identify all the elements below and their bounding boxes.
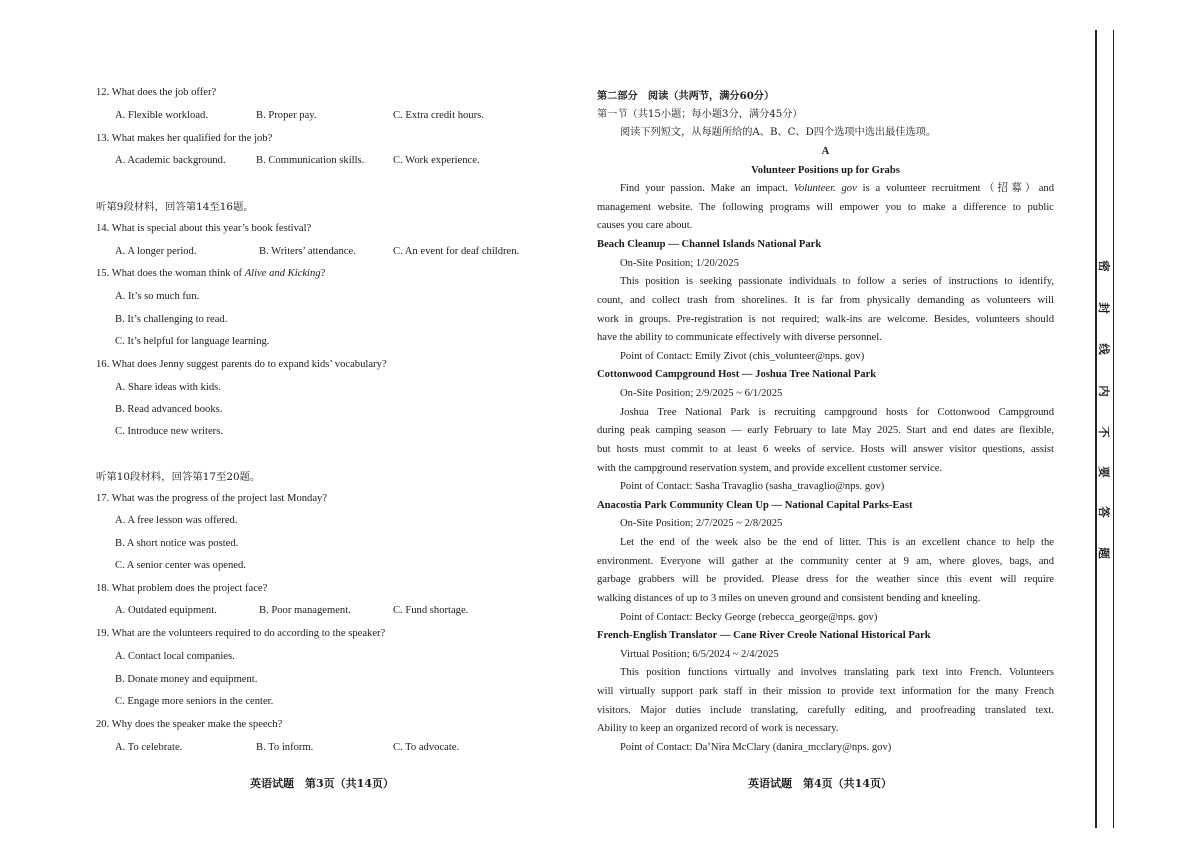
program-position: Virtual Position; 6/5/2024 ~ 2/4/2025	[620, 648, 779, 660]
program-description-line: Ability to keep an organized record of work is necessary.	[597, 723, 839, 735]
intro-text: is a volunteer recruitment（招募）and	[856, 183, 1054, 195]
option-18b: B. Poor management.	[259, 605, 351, 616]
question-15	[96, 265, 325, 283]
reading-section	[597, 87, 1054, 758]
question-12: 12. What does the job offer?	[96, 87, 217, 98]
option-17b: B. A short notice was posted.	[115, 538, 239, 549]
section-9-heading: 听第9段材料，回答第14至16题。	[96, 201, 254, 213]
option-16b: B. Read advanced books.	[115, 404, 223, 415]
program-description-line: but hosts must commit to at least 6 weeks of service. Hosts will answer visitor questions, assist	[597, 443, 1054, 455]
option-13c: C. Work experience.	[393, 155, 480, 166]
section-heading: 第一节（共15小题；每小题3分，满分45分）	[597, 108, 803, 120]
question-16: 16. What does Jenny suggest parents do to expand kids’ vocabulary?	[96, 359, 387, 370]
program-contact: Point of Contact: Da’Nira McClary (danira_mcclary@nps. gov)	[620, 741, 892, 753]
binding-char: 内	[1097, 385, 1111, 397]
question-15-text: 15. What does the woman think of	[96, 268, 245, 279]
option-15c: C. It’s helpful for language learning.	[115, 336, 270, 347]
program-description-line: will virtually support park staff in their mission to provide text information for the many French	[597, 686, 1054, 697]
option-12b: B. Proper pay.	[256, 110, 317, 121]
question-18: 18. What problem does the project face?	[96, 583, 268, 594]
program-description-line: during peak camping season — early February to late May 2025. Start and end dates are flexible,	[597, 425, 1054, 437]
question-14: 14. What is special about this year’s book festival?	[96, 223, 312, 234]
option-18a: A. Outdated equipment.	[115, 605, 217, 616]
binding-char: 要	[1097, 466, 1111, 478]
intro-line	[597, 180, 1054, 199]
option-20a: A. To celebrate.	[115, 742, 183, 753]
binding-line-thin	[1113, 30, 1114, 828]
option-13b: B. Communication skills.	[256, 155, 365, 166]
question-20: 20. Why does the speaker make the speech?	[96, 719, 283, 730]
program-description-line: work in groups. Pre-registration is not required; walk-ins are welcome. Besides, volunteers should	[597, 313, 1054, 325]
question-mark: ?	[320, 268, 326, 279]
option-15b: B. It’s challenging to read.	[115, 314, 228, 325]
option-14b: B. Writers’ attendance.	[259, 246, 356, 257]
question-17: 17. What was the progress of the project last Monday?	[96, 493, 328, 504]
program-position: On-Site Position; 2/9/2025 ~ 6/1/2025	[620, 388, 783, 399]
book-title: Alive and Kicking	[244, 268, 321, 279]
program-description-line: Joshua Tree National Park is recruiting campground hosts for Cottonwood Campground	[620, 406, 1054, 418]
intro-text: Find your passion. Make an impact.	[620, 183, 794, 195]
program-description-line: This position functions virtually and involves translating park text into French. Volunteers	[620, 667, 1054, 679]
footer-page-4: 英语试题 第4页（共14页）	[748, 777, 892, 790]
section-10-heading: 听第10段材料，回答第17至20题。	[96, 471, 261, 483]
binding-char: 封	[1097, 302, 1111, 314]
binding-char: 答	[1097, 506, 1111, 518]
intro-line: causes you care about.	[597, 220, 693, 232]
binding-char: 不	[1097, 426, 1111, 438]
footer-page-3: 英语试题 第3页（共14页）	[250, 777, 394, 790]
program-title: French-English Translator — Cane River Creole National Historical Park	[597, 630, 931, 642]
program-title: Beach Cleanup — Channel Islands National Park	[597, 239, 822, 250]
program-contact: Point of Contact: Becky George (rebecca_george@nps. gov)	[620, 611, 878, 623]
program-description-line: Let the end of the week also be the end of litter. This is an excellent chance to help the	[620, 537, 1054, 548]
binding-char: 线	[1097, 343, 1111, 355]
program-description-line: visitors. Major duties include translating, carefully editing, and proofreading translated text.	[597, 704, 1054, 716]
option-20b: B. To inform.	[256, 742, 314, 753]
program-description-line: count, and collect trash from shorelines. It is far from physically demanding as volunteers will	[597, 294, 1054, 306]
option-18c: C. Fund shortage.	[393, 605, 469, 616]
option-12c: C. Extra credit hours.	[393, 110, 484, 121]
option-19b: B. Donate money and equipment.	[115, 674, 258, 685]
option-20c: C. To advocate.	[393, 742, 460, 753]
option-17c: C. A senior center was opened.	[115, 560, 246, 571]
binding-char: 密	[1097, 260, 1111, 272]
instruction: 阅读下列短文，从每题所给的A、B、C、D四个选项中选出最佳选项。	[620, 127, 937, 139]
option-19c: C. Engage more seniors in the center.	[115, 696, 274, 707]
program-title: Cottonwood Campground Host — Joshua Tree National Park	[597, 369, 877, 381]
binding-char: 题	[1097, 547, 1111, 559]
program-position: On-Site Position; 1/20/2025	[620, 257, 739, 269]
passage-title: Volunteer Positions up for Grabs	[751, 164, 900, 176]
website-name: Volunteer. gov	[793, 183, 857, 195]
program-contact: Point of Contact: Sasha Travaglio (sasha_travaglio@nps. gov)	[620, 481, 885, 493]
passage-label: A	[821, 145, 830, 157]
program-description-line: have the ability to communicate effectively with diverse personnel.	[597, 332, 882, 344]
question-19: 19. What are the volunteers required to do according to the speaker?	[96, 628, 386, 639]
program-description-line: environment. Everyone will gather at the community center at 9 am, where gloves, bags, and	[597, 555, 1054, 567]
program-description-line: walking distances of up to 3 miles on uneven ground and consistent bending and kneeling.	[597, 592, 981, 604]
program-description-line: garbage grabbers will be provided. Please dress for the weather since this event will require	[597, 574, 1054, 586]
option-12a: A. Flexible workload.	[115, 110, 208, 121]
option-15a: A. It’s so much fun.	[115, 291, 200, 302]
program-description-line: with the campground reservation system, and provide excellent customer service.	[597, 462, 943, 474]
option-16c: C. Introduce new writers.	[115, 426, 223, 437]
intro-line: management website. The following programs will empower you to make a difference to public	[597, 201, 1054, 213]
option-19a: A. Contact local companies.	[115, 651, 235, 662]
option-14a: A. A longer period.	[115, 246, 197, 257]
program-title: Anacostia Park Community Clean Up — National Capital Parks-East	[597, 499, 913, 511]
option-14c: C. An event for deaf children.	[393, 246, 520, 257]
program-contact: Point of Contact: Emily Zivot (chis_volunteer@nps. gov)	[620, 350, 865, 362]
program-list	[597, 236, 1054, 758]
program-description-line: This position is seeking passionate individuals to follow a series of instructions to identify,	[620, 276, 1054, 288]
question-13: 13. What makes her qualified for the job?	[96, 133, 273, 144]
part-heading: 第二部分 阅读（共两节，满分60分）	[597, 90, 775, 102]
program-position: On-Site Position; 2/7/2025 ~ 2/8/2025	[620, 518, 783, 530]
option-13a: A. Academic background.	[115, 155, 226, 166]
option-17a: A. A free lesson was offered.	[115, 515, 238, 526]
option-16a: A. Share ideas with kids.	[115, 382, 221, 393]
